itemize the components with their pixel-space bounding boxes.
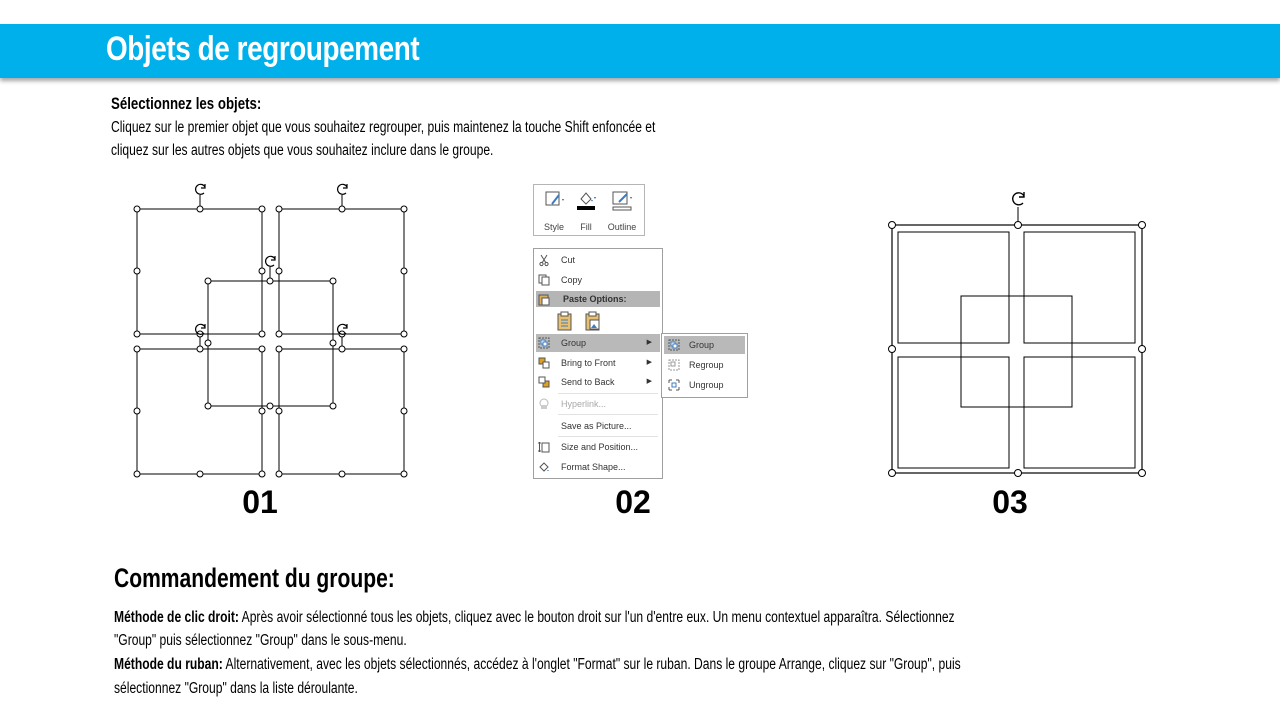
bring-to-front-icon	[538, 357, 550, 369]
menu-item-cut[interactable]	[534, 251, 660, 269]
menu-item-size-and-position[interactable]	[534, 438, 660, 456]
paste-options-header	[536, 291, 660, 307]
format-shape-icon	[538, 461, 550, 473]
fill-bucket-icon	[575, 189, 597, 211]
menu-separator	[558, 393, 658, 394]
ribbon-method-label: Méthode du ruban:	[114, 656, 223, 673]
regroup-icon	[668, 359, 680, 371]
paste-keep-formatting-icon[interactable]	[556, 311, 574, 331]
ribbon-outline-label: Outline	[607, 222, 637, 232]
step-number-01: 01	[242, 484, 278, 520]
ribbon-outline-button[interactable]	[604, 189, 640, 232]
submenu-item-group[interactable]	[664, 336, 745, 354]
menu-item-hyperlink	[534, 395, 660, 413]
menu-item-save-as-picture[interactable]	[534, 417, 660, 435]
submenu-arrow-icon: ▶	[646, 378, 652, 385]
title-banner	[0, 24, 1280, 78]
send-to-back-icon	[538, 376, 550, 388]
hyperlink-icon	[538, 398, 550, 410]
size-position-icon	[538, 441, 550, 453]
select-objects-line-2: cliquez sur les autres objets que vous souhaitez inclure dans le groupe.	[111, 142, 494, 159]
right-click-method-line-1	[114, 609, 955, 627]
menu-item-hyperlink-label: Hyperlink...	[561, 399, 607, 409]
menu-item-format-shape-label: Format Shape...	[561, 462, 626, 472]
copy-icon	[538, 274, 550, 286]
ribbon-style-button[interactable]	[538, 189, 570, 232]
paste-options-label: Paste Options:	[563, 294, 627, 304]
menu-item-size-and-position-label: Size and Position...	[561, 442, 639, 452]
ribbon-method-text-1: Alternativement, avec les objets sélectionnés, accédez à l'onglet "Format" sur le ruban. Dans le groupe Arrange, cliquez sur "Group", puis	[222, 656, 961, 673]
step-number-03: 03	[992, 484, 1028, 520]
ribbon-shape-styles	[533, 184, 645, 236]
menu-item-format-shape[interactable]	[534, 458, 660, 476]
ribbon-fill-button[interactable]	[570, 189, 602, 232]
submenu-arrow-icon: ▶	[646, 339, 652, 346]
select-objects-heading: Sélectionnez les objets:	[111, 94, 262, 113]
menu-separator	[558, 414, 658, 415]
submenu-arrow-icon: ▶	[646, 359, 652, 366]
menu-item-copy-label: Copy	[561, 275, 583, 285]
menu-separator	[558, 436, 658, 437]
menu-item-group-label: Group	[561, 338, 587, 348]
ribbon-fill-label: Fill	[580, 222, 592, 232]
menu-item-bring-to-front-label: Bring to Front	[561, 358, 616, 368]
group-icon	[668, 339, 680, 351]
group-icon	[538, 337, 550, 349]
menu-item-send-to-back-label: Send to Back	[561, 377, 615, 387]
scissors-icon	[538, 254, 550, 266]
group-command-heading: Commandement du groupe:	[114, 563, 395, 593]
context-menu	[533, 248, 663, 479]
right-click-method-text-1: Après avoir sélectionné tous les objets, cliquez avec le bouton droit sur l'un d'entre eux. Un menu contextuel apparaîtra. Sélectionnez	[238, 609, 955, 626]
menu-item-save-as-picture-label: Save as Picture...	[561, 421, 632, 431]
step-number-02: 02	[615, 484, 651, 520]
select-objects-line-1: Cliquez sur le premier objet que vous souhaitez regrouper, puis maintenez la touche Shift enfoncée et	[111, 119, 656, 136]
submenu-item-regroup[interactable]	[664, 356, 745, 374]
menu-item-bring-to-front[interactable]	[534, 354, 660, 372]
right-click-method-label: Méthode de clic droit:	[114, 609, 239, 626]
menu-item-copy[interactable]	[534, 271, 660, 289]
ribbon-method-line-1	[114, 656, 961, 674]
ribbon-method-line-2: sélectionnez "Group" dans la liste déroulante.	[114, 680, 358, 697]
group-submenu	[661, 333, 748, 398]
ungroup-icon	[668, 379, 680, 391]
menu-item-cut-label: Cut	[561, 255, 576, 265]
menu-item-send-to-back[interactable]	[534, 373, 660, 391]
submenu-item-ungroup[interactable]	[664, 376, 745, 394]
submenu-item-regroup-label: Regroup	[689, 360, 724, 370]
menu-item-group[interactable]	[536, 334, 660, 352]
outline-pen-icon	[611, 189, 633, 211]
ribbon-style-label: Style	[543, 222, 564, 232]
paste-icon	[538, 293, 550, 305]
page-title: Objets de regroupement	[106, 30, 420, 68]
shape-style-icon	[543, 189, 565, 211]
paste-as-picture-icon[interactable]	[584, 311, 602, 331]
right-click-method-line-2: "Group" puis sélectionnez "Group" dans le sous-menu.	[114, 632, 407, 649]
submenu-item-group-label: Group	[689, 340, 715, 350]
submenu-item-ungroup-label: Ungroup	[689, 380, 724, 390]
